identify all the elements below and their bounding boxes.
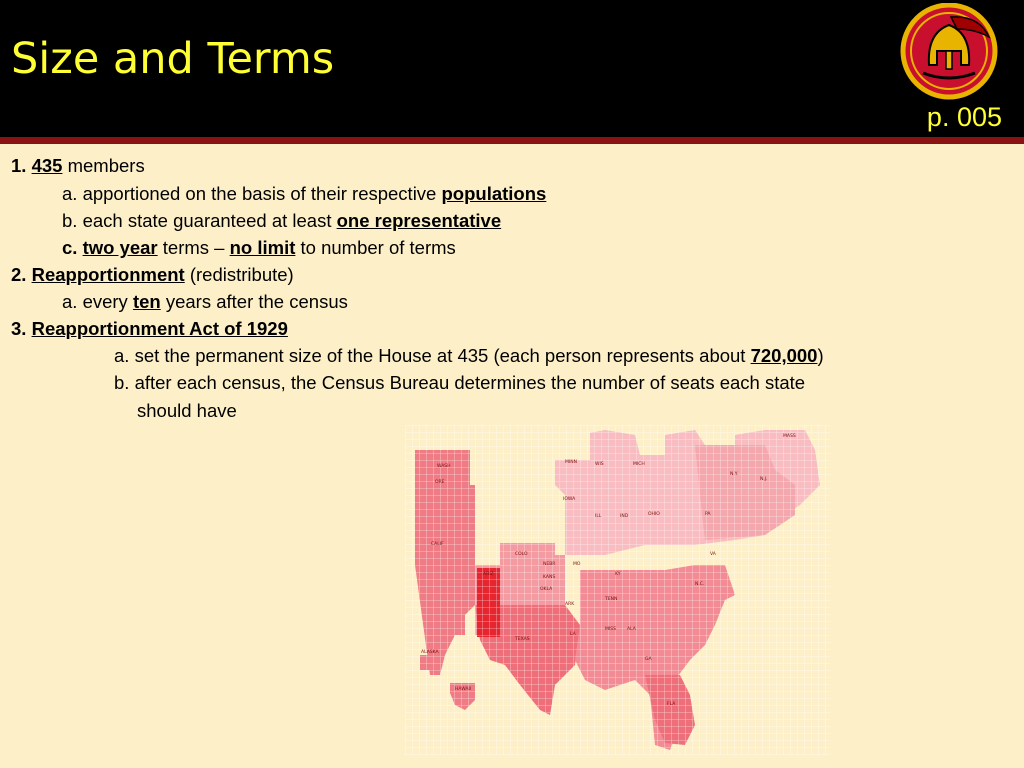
map-label: KANS xyxy=(543,575,556,580)
item-number: c. xyxy=(62,237,78,258)
slide-title: Size and Terms xyxy=(11,34,335,84)
outline-item-3a xyxy=(114,345,824,367)
outline-item-1b xyxy=(62,210,501,232)
map-label: ILL xyxy=(595,514,602,519)
map-label: MICH xyxy=(633,462,645,467)
item-text: terms – xyxy=(157,237,230,258)
map-label: TEXAS xyxy=(515,637,530,642)
map-label: N.J. xyxy=(760,477,768,482)
item-number: 1. xyxy=(11,155,27,176)
outline-item-3b xyxy=(114,372,805,394)
item-text: b. after each census, the Census Bureau determines the number of seats each state xyxy=(114,372,806,393)
item-number: 2. xyxy=(11,264,27,285)
title-bar xyxy=(0,0,1024,137)
map-label: NEBR xyxy=(543,562,556,567)
map-label: FLA xyxy=(667,702,676,707)
outline-item-2a xyxy=(62,291,348,313)
map-label: KY xyxy=(615,572,621,577)
map-label: CALIF xyxy=(431,542,444,547)
map-label: LA xyxy=(570,632,576,637)
map-label: N.C. xyxy=(695,582,705,587)
key-term: Reapportionment xyxy=(31,264,185,285)
map-label: VA xyxy=(710,552,716,557)
item-number: 3. xyxy=(11,318,27,339)
key-term: 720,000 xyxy=(750,345,818,366)
item-text: years after the census xyxy=(160,291,348,312)
item-text: should have xyxy=(137,400,237,421)
outline-item-1 xyxy=(11,155,145,177)
item-text: a. every xyxy=(62,291,133,312)
map-label: ARK xyxy=(565,602,575,607)
page-number: p. 005 xyxy=(926,102,1002,132)
item-text: (redistribute) xyxy=(184,264,294,285)
map-label: WIS xyxy=(595,462,604,467)
map-label: WASH xyxy=(437,464,451,469)
key-term: 435 xyxy=(31,155,63,176)
map-label: OHIO xyxy=(648,512,660,517)
map-label: COLO xyxy=(515,552,528,557)
item-text: a. set the permanent size of the House at 435 (each person represents about xyxy=(114,345,751,366)
map-label: GA xyxy=(645,657,652,662)
cartogram-map xyxy=(405,425,830,755)
outline-item-2 xyxy=(11,264,294,286)
item-text: ) xyxy=(817,345,824,366)
map-label: ARIZ xyxy=(483,572,494,577)
key-term: one representative xyxy=(336,210,502,231)
item-text: to number of terms xyxy=(295,237,456,258)
map-label: ALASKA xyxy=(421,650,439,655)
map-label: HAWAII xyxy=(455,687,472,692)
map-label: MINN xyxy=(565,460,577,465)
header-divider xyxy=(0,137,1024,144)
key-term: two year xyxy=(82,237,158,258)
key-term: populations xyxy=(441,183,547,204)
item-text: b. each state guaranteed at least xyxy=(62,210,337,231)
outline-item-1c xyxy=(62,237,456,259)
map-label: MISS xyxy=(605,627,616,632)
map-label: OKLA xyxy=(540,587,553,592)
map-label: ALA xyxy=(627,627,636,632)
map-label: MASS xyxy=(783,434,796,439)
map-label: N.Y. xyxy=(730,472,739,477)
key-term: ten xyxy=(132,291,161,312)
spartan-helmet-logo xyxy=(899,3,999,100)
map-label: IND xyxy=(620,514,629,519)
item-text: a. apportioned on the basis of their respective xyxy=(62,183,442,204)
item-text: members xyxy=(62,155,145,176)
map-label: TENN xyxy=(605,597,618,602)
outline-item-3b-cont xyxy=(137,400,237,422)
outline-item-3 xyxy=(11,318,288,340)
key-term: no limit xyxy=(229,237,296,258)
map-label: PA xyxy=(705,512,711,517)
map-label: IOWA xyxy=(563,497,576,502)
outline-item-1a xyxy=(62,183,546,205)
key-term: Reapportionment Act of 1929 xyxy=(31,318,288,339)
map-label: MO xyxy=(573,562,581,567)
map-label: ORE xyxy=(435,480,445,485)
